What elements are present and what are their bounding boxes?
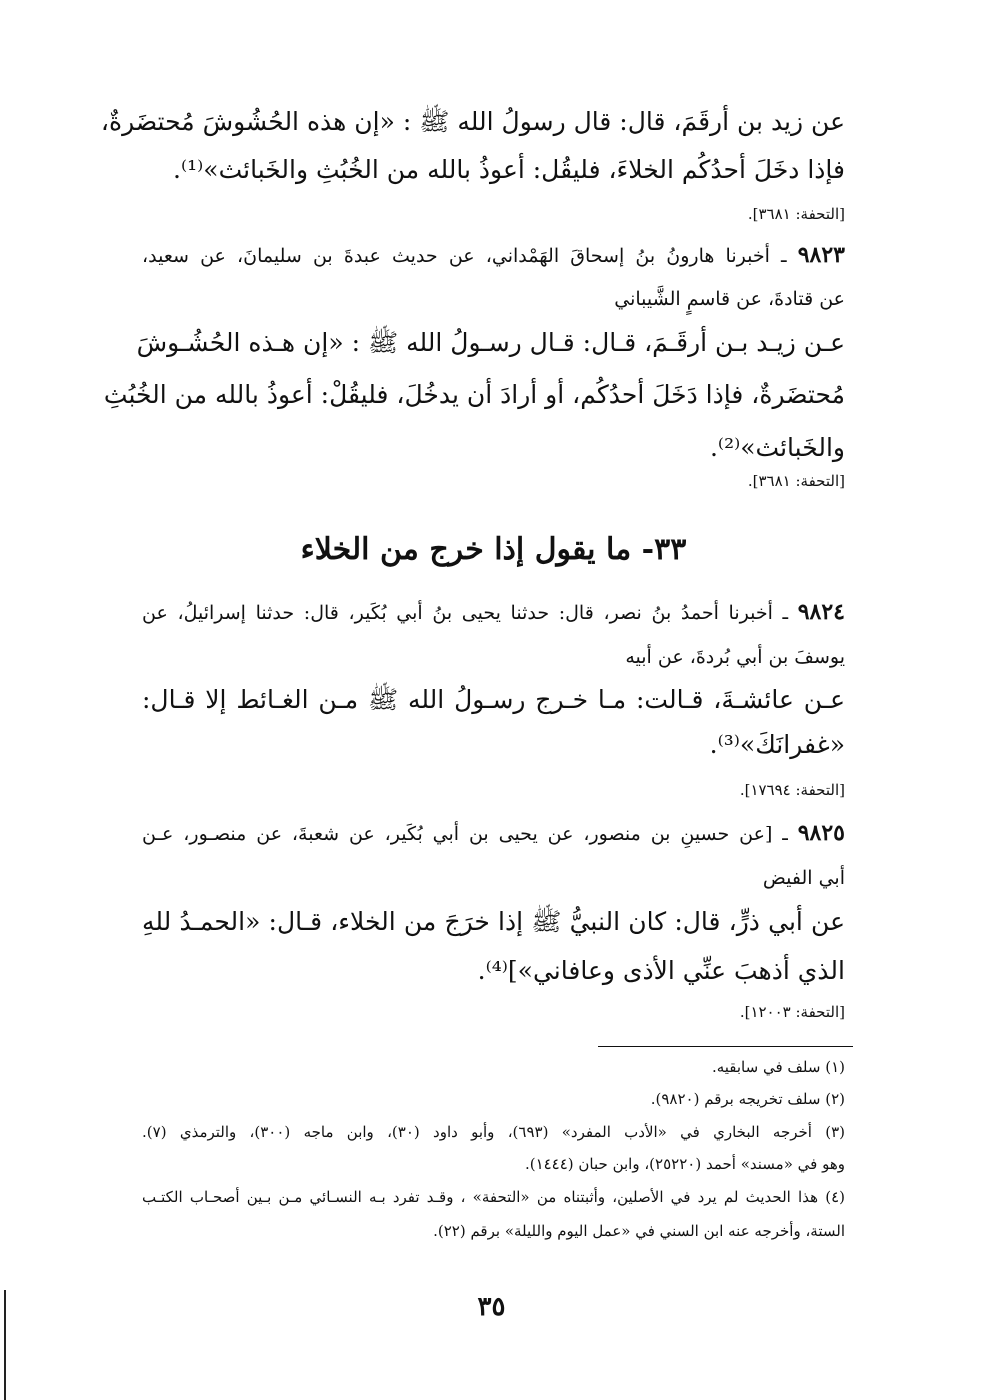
hadith-text-line: عن زيد بن أرقَمَ، قال: قال رسولُ الله ﷺ : «إن هذه الحُشُوشَ مُحتضَرةٌ، xyxy=(100,107,845,136)
hadith-text-line: مُحتضَرةٌ، فإذا دَخَلَ أحدُكُم، أو أرادَ أن يدخُلَ، فليقُلْ: أعوذُ بالله من الخُبُثِ xyxy=(103,380,845,409)
footnote-continuation: الستة، وأخرجه عنه ابن السني في «عمل اليوم والليلة» برقم (٢٢). xyxy=(433,1222,845,1240)
isnad-line: عن قتادةَ، عن قاسمٍ الشَّيباني xyxy=(614,288,845,310)
tuhfa-reference: [التحفة: ٣٦٨١]. xyxy=(747,472,845,490)
tuhfa-reference: [التحفة: ١٢٠٠٣]. xyxy=(739,1003,845,1021)
hadith-number: ٩٨٢٤ xyxy=(797,599,845,625)
footnote: (١) سلف في سابقيه. xyxy=(711,1058,845,1076)
isnad-line: يوسفَ بن أبي بُردةَ، عن أبيه xyxy=(625,646,845,668)
hadith-text-line: والخَبائث»⁽²⁾. xyxy=(709,433,845,462)
tuhfa-reference: [التحفة: ٣٦٨١]. xyxy=(747,205,845,223)
isnad-line xyxy=(142,818,845,849)
footnote: (٣) أخرجه البخاري في «الأدب المفرد» (٦٩٣)، وأبو داود (٣٠)، وابن ماجه (٣٠٠)، والترمذي (٧). xyxy=(142,1123,845,1141)
isnad-line xyxy=(142,240,845,271)
isnad-line xyxy=(142,597,845,628)
footnote: (٤) هذا الحديث لم يرد في الأصلين، وأثبتناه من «التحفة» ، وقـد تفرد بـه النسـائي مـن بـين أصحـاب الكتـب xyxy=(142,1188,845,1206)
hadith-number: ٩٨٢٣ xyxy=(797,242,845,268)
isnad-text: ـ أخبرنا أحمدُ بنُ نصر، قال: حدثنا يحيى بنُ أبي بُكَير، قال: حدثنا إسرائيلُ، عن xyxy=(142,602,789,624)
footnote-separator xyxy=(598,1046,853,1047)
hadith-text-line: فإذا دخَلَ أحدُكُم الخلاءَ، فليقُل: أعوذُ بالله من الخُبُثِ والخَبائث»⁽¹⁾. xyxy=(173,155,845,184)
chapter-heading: ٣٣- ما يقول إذا خرج من الخلاء xyxy=(300,532,687,567)
isnad-line: أبي الفيض xyxy=(762,867,845,889)
footnote-continuation: وهو في «مسند» أحمد (٢٥٢٢٠)، وابن حبان (١٤٤٤). xyxy=(524,1155,845,1173)
page-number: ٣٥ xyxy=(477,1292,506,1322)
hadith-text-line: عـن زيـد بـن أرقَـمَ، قـال: قـال رسـولُ الله ﷺ : «إن هـذه الحُشُـوشَ xyxy=(136,328,845,357)
binding-edge-line xyxy=(4,1290,6,1400)
hadith-text-line: عـن عائشـةَ، قـالت: مـا خـرج رسـولُ الله ﷺ مـن الغـائط إلا قـال: xyxy=(142,685,845,714)
tuhfa-reference: [التحفة: ١٧٦٩٤]. xyxy=(739,781,845,799)
hadith-number: ٩٨٢٥ xyxy=(797,820,845,846)
hadith-text-line: الذي أذهبَ عنِّي الأذى وعافاني»]⁽⁴⁾. xyxy=(477,956,845,985)
hadith-text-line: عن أبي ذرٍّ، قال: كان النبيُّ ﷺ إذا خرَجَ من الخلاء، قـال: «الحمـدُ للهِ xyxy=(142,907,845,936)
footnote: (٢) سلف تخريجه برقم (٩٨٢٠). xyxy=(650,1090,845,1108)
isnad-text: ـ أخبرنا هارونُ بنُ إسحاقَ الهَمْداني، عن حديث عبدةَ بن سليمانَ، عن سعيد، xyxy=(142,245,787,267)
hadith-text-line: «غفرانَكَ»⁽³⁾. xyxy=(709,730,845,759)
isnad-text: ـ [عن حسينِ بن منصور، عن يحيى بن أبي بُكَير، عن شعبةَ، عن منصـور، عـن xyxy=(142,823,788,845)
